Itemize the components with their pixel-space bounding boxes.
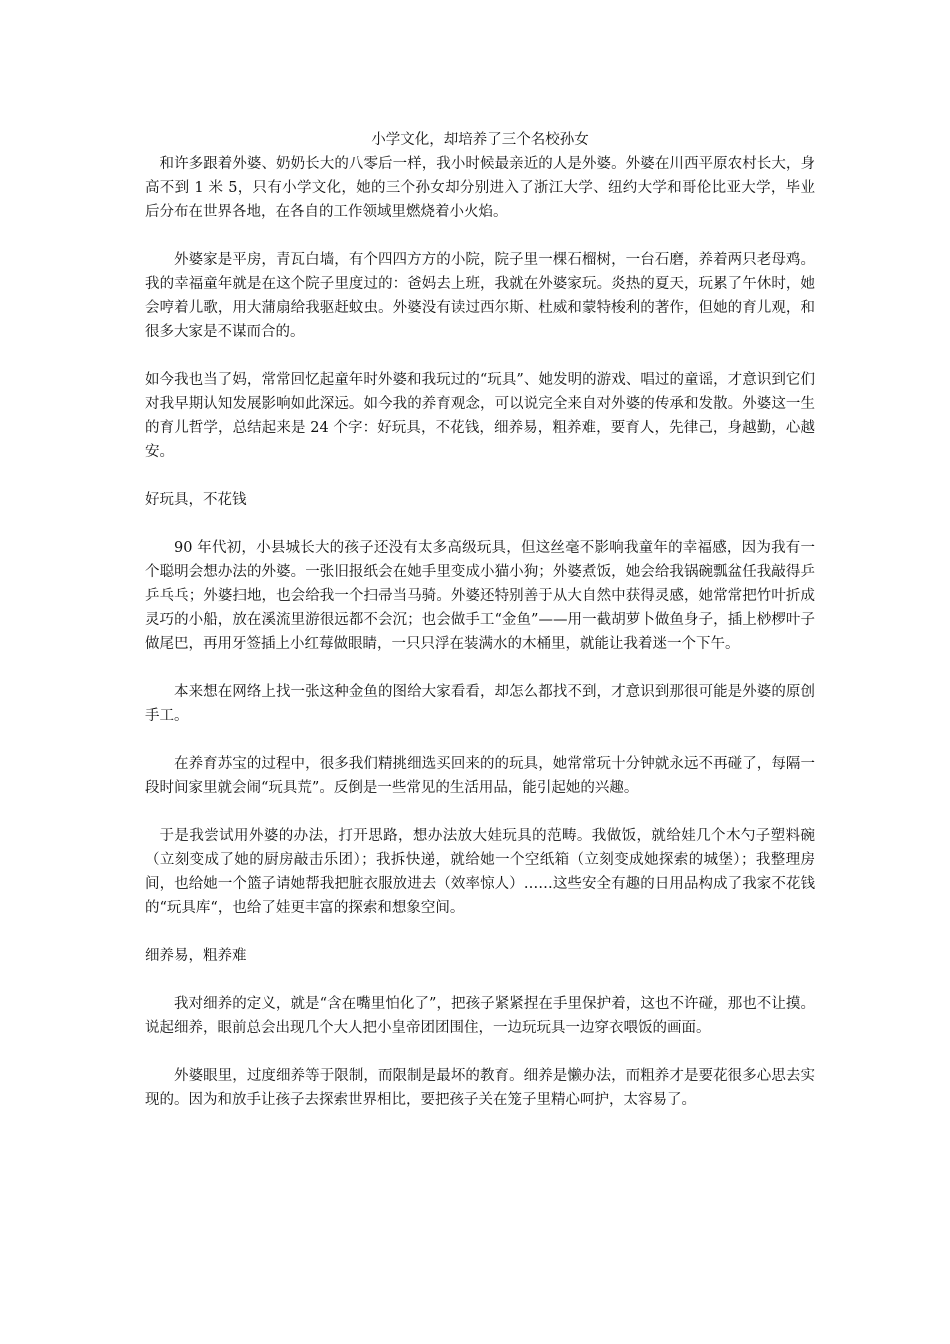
section-heading-toys: 好玩具，不花钱 [145,492,247,508]
paragraph-gap [145,344,815,368]
paragraph-toy-library: 于是我尝试用外婆的办法，打开思路，想办法放大娃玩具的范畴。我做饭，就给娃几个木勺子塑料碗（立刻变成了她的厨房敲击乐团）；我拆快递，就给她一个空纸箱（立刻变成她探索的城堡）；我整理房间，也给她一个篮子请她帮我把脏衣服放进去（效率惊人）……这些安全有趣的日用品构成了我家不花钱的“玩具库“，也给了娃更丰富的探索和想象空间。 [145,828,815,916]
paragraph-gap [145,920,815,944]
paragraph-gap [145,656,815,680]
paragraph-fine-raising: 我对细养的定义，就是“含在嘴里怕化了”，把孩子紧紧捏在手里保护着，这也不许碰，那也不让摸。说起细养，眼前总会出现几个大人把小皇帝团团围住，一边玩玩具一边穿衣喂饭的画面。 [145,996,815,1036]
paragraph-gap [145,968,815,992]
paragraph-goldfish: 本来想在网络上找一张这种金鱼的图给大家看看，却怎么都找不到，才意识到那很可能是外婆的原创手工。 [145,684,815,724]
document-page [145,128,815,1112]
paragraph-gap [145,800,815,824]
document-title: 小学文化，却培养了三个名校孙女 [371,132,589,148]
paragraph-philosophy: 如今我也当了妈，常常回忆起童年时外婆和我玩过的“玩具”、她发明的游戏、唱过的童谣，才意识到它们对我早期认知发展影响如此深远。如今我的养育观念，可以说完全来自对外婆的传承和发散。外婆这一生的育儿哲学，总结起来是 24 个字：好玩具，不花钱，细养易，粗养难，要育人，先律己，身越勤，心越安。 [145,372,815,460]
paragraph-gap [145,224,815,248]
paragraph-toy-shortage: 在养育苏宝的过程中，很多我们精挑细选买回来的的玩具，她常常玩十分钟就永远不再碰了，每隔一段时间家里就会闹“玩具荒”。反倒是一些常见的生活用品，能引起她的兴趣。 [145,756,815,796]
paragraph-intro: 和许多跟着外婆、奶奶长大的八零后一样，我小时候最亲近的人是外婆。外婆在川西平原农村长大，身高不到 1 米 5，只有小学文化，她的三个孙女却分别进入了浙江大学、纽约大学和哥伦比亚大学，毕业后分布在世界各地，在各自的工作领域里燃烧着小火焰。 [145,156,815,220]
section-heading-raising: 细养易，粗养难 [145,948,247,964]
paragraph-gap [145,512,815,536]
paragraph-90s-toys: 90 年代初，小县城长大的孩子还没有太多高级玩具，但这丝毫不影响我童年的幸福感，因为我有一个聪明会想办法的外婆。一张旧报纸会在她手里变成小猫小狗；外婆煮饭，她会给我锅碗瓢盆任我敲得乒乒乓乓；外婆扫地，也会给我一个扫帚当马骑。外婆还特别善于从大自然中获得灵感，她常常把竹叶折成灵巧的小船，放在溪流里游很远都不会沉；也会做手工“金鱼”——用一截胡萝卜做鱼身子，插上桫椤叶子做尾巴，再用牙签插上小红莓做眼睛，一只只浮在装满水的木桶里，就能让我着迷一个下午。 [145,540,815,652]
paragraph-gap [145,464,815,488]
paragraph-gap [145,1040,815,1064]
paragraph-grandma-house: 外婆家是平房，青瓦白墙，有个四四方方的小院，院子里一棵石榴树，一台石磨，养着两只老母鸡。我的幸福童年就是在这个院子里度过的：爸妈去上班，我就在外婆家玩。炎热的夏天，玩累了午休时，她会哼着儿歌，用大蒲扇给我驱赶蚊虫。外婆没有读过西尔斯、杜威和蒙特梭利的著作，但她的育儿观，和很多大家是不谋而合的。 [145,252,815,340]
paragraph-gap [145,728,815,752]
paragraph-rough-raising: 外婆眼里，过度细养等于限制，而限制是最坏的教育。细养是懒办法，而粗养才是要花很多心思去实现的。因为和放手让孩子去探索世界相比，要把孩子关在笼子里精心呵护，太容易了。 [145,1068,815,1108]
